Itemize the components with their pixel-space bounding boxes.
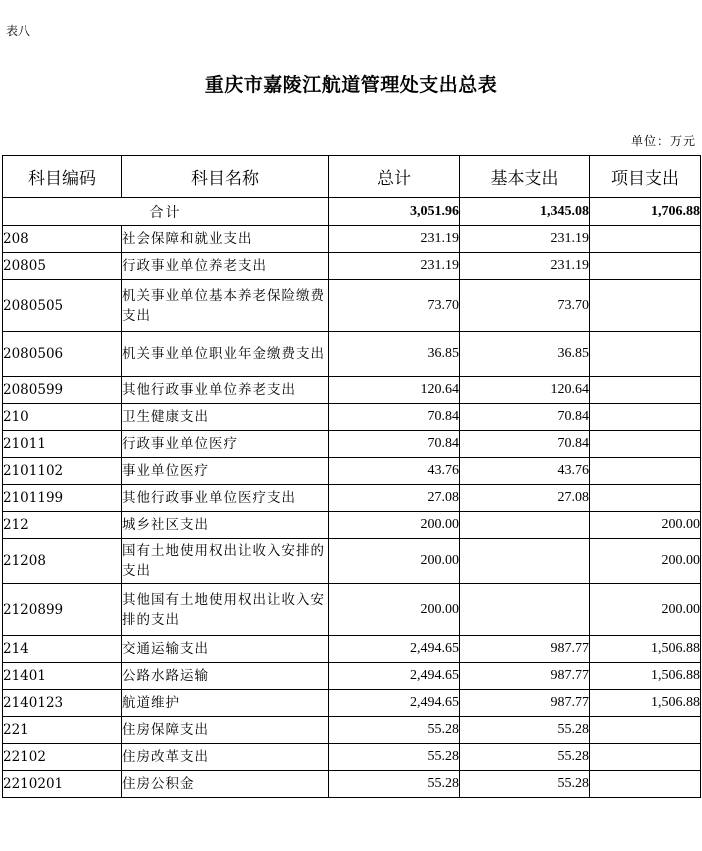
row-name: 住房保障支出 bbox=[122, 717, 329, 744]
row-project bbox=[590, 717, 701, 744]
row-total: 36.85 bbox=[329, 332, 460, 377]
table-row bbox=[3, 663, 701, 690]
row-total: 2,494.65 bbox=[329, 636, 460, 663]
row-code: 212 bbox=[3, 512, 122, 539]
row-name: 其他国有土地使用权出让收入安排的支出 bbox=[122, 584, 329, 636]
row-basic: 55.28 bbox=[460, 771, 590, 798]
row-name: 社会保障和就业支出 bbox=[122, 226, 329, 253]
table-row bbox=[3, 636, 701, 663]
row-total: 120.64 bbox=[329, 377, 460, 404]
row-name: 其他行政事业单位养老支出 bbox=[122, 377, 329, 404]
row-project: 200.00 bbox=[590, 584, 701, 636]
row-code: 214 bbox=[3, 636, 122, 663]
row-basic: 231.19 bbox=[460, 226, 590, 253]
header-total: 总计 bbox=[329, 156, 460, 198]
row-name: 交通运输支出 bbox=[122, 636, 329, 663]
row-code: 221 bbox=[3, 717, 122, 744]
row-name: 事业单位医疗 bbox=[122, 458, 329, 485]
row-project bbox=[590, 332, 701, 377]
row-name: 机关事业单位职业年金缴费支出 bbox=[122, 332, 329, 377]
expenditure-table bbox=[2, 155, 701, 798]
header-row bbox=[3, 156, 701, 198]
table-row bbox=[3, 226, 701, 253]
row-basic bbox=[460, 539, 590, 584]
row-project bbox=[590, 226, 701, 253]
row-code: 21208 bbox=[3, 539, 122, 584]
row-code: 2080599 bbox=[3, 377, 122, 404]
unit-note: 单位：万元 bbox=[630, 134, 696, 148]
row-total: 200.00 bbox=[329, 512, 460, 539]
row-code: 20805 bbox=[3, 253, 122, 280]
row-total: 27.08 bbox=[329, 485, 460, 512]
row-project bbox=[590, 404, 701, 431]
row-project: 200.00 bbox=[590, 512, 701, 539]
row-total: 73.70 bbox=[329, 280, 460, 332]
table-row bbox=[3, 539, 701, 584]
table-number-label: 表八 bbox=[6, 24, 31, 38]
row-total: 70.84 bbox=[329, 431, 460, 458]
row-code: 2080506 bbox=[3, 332, 122, 377]
row-code: 2210201 bbox=[3, 771, 122, 798]
row-name: 公路水路运输 bbox=[122, 663, 329, 690]
table-row bbox=[3, 332, 701, 377]
table-row bbox=[3, 690, 701, 717]
row-code: 21401 bbox=[3, 663, 122, 690]
row-project bbox=[590, 458, 701, 485]
row-project bbox=[590, 253, 701, 280]
row-project: 1,506.88 bbox=[590, 636, 701, 663]
row-total: 55.28 bbox=[329, 744, 460, 771]
header-basic: 基本支出 bbox=[460, 156, 590, 198]
row-basic bbox=[460, 584, 590, 636]
header-code: 科目编码 bbox=[3, 156, 122, 198]
table-row bbox=[3, 584, 701, 636]
row-project bbox=[590, 771, 701, 798]
row-code: 22102 bbox=[3, 744, 122, 771]
row-project: 1,506.88 bbox=[590, 663, 701, 690]
table-row bbox=[3, 717, 701, 744]
page-title: 重庆市嘉陵江航道管理处支出总表 bbox=[204, 74, 498, 96]
row-basic: 27.08 bbox=[460, 485, 590, 512]
row-code: 2120899 bbox=[3, 584, 122, 636]
row-total: 55.28 bbox=[329, 771, 460, 798]
row-basic: 120.64 bbox=[460, 377, 590, 404]
row-total: 70.84 bbox=[329, 404, 460, 431]
row-total: 200.00 bbox=[329, 539, 460, 584]
row-basic: 70.84 bbox=[460, 404, 590, 431]
total-label: 合计 bbox=[3, 198, 329, 226]
row-total: 2,494.65 bbox=[329, 690, 460, 717]
row-code: 2101102 bbox=[3, 458, 122, 485]
row-project bbox=[590, 431, 701, 458]
table-row bbox=[3, 404, 701, 431]
row-project bbox=[590, 280, 701, 332]
header-project: 项目支出 bbox=[590, 156, 701, 198]
total-sum: 3,051.96 bbox=[329, 198, 460, 226]
header-name: 科目名称 bbox=[122, 156, 329, 198]
row-project bbox=[590, 744, 701, 771]
row-project: 1,506.88 bbox=[590, 690, 701, 717]
row-project: 200.00 bbox=[590, 539, 701, 584]
row-basic: 73.70 bbox=[460, 280, 590, 332]
row-code: 2140123 bbox=[3, 690, 122, 717]
row-total: 2,494.65 bbox=[329, 663, 460, 690]
row-total: 231.19 bbox=[329, 226, 460, 253]
total-basic: 1,345.08 bbox=[460, 198, 590, 226]
row-basic: 55.28 bbox=[460, 717, 590, 744]
row-basic: 43.76 bbox=[460, 458, 590, 485]
row-project bbox=[590, 377, 701, 404]
table-row bbox=[3, 377, 701, 404]
row-total: 200.00 bbox=[329, 584, 460, 636]
row-basic: 231.19 bbox=[460, 253, 590, 280]
row-name: 航道维护 bbox=[122, 690, 329, 717]
row-basic: 36.85 bbox=[460, 332, 590, 377]
row-name: 行政事业单位养老支出 bbox=[122, 253, 329, 280]
row-code: 21011 bbox=[3, 431, 122, 458]
row-basic: 70.84 bbox=[460, 431, 590, 458]
row-total: 55.28 bbox=[329, 717, 460, 744]
table-row bbox=[3, 458, 701, 485]
table-row bbox=[3, 512, 701, 539]
row-code: 2080505 bbox=[3, 280, 122, 332]
row-project bbox=[590, 485, 701, 512]
row-name: 行政事业单位医疗 bbox=[122, 431, 329, 458]
table-row bbox=[3, 485, 701, 512]
table-row bbox=[3, 431, 701, 458]
row-basic: 55.28 bbox=[460, 744, 590, 771]
row-name: 卫生健康支出 bbox=[122, 404, 329, 431]
table-row bbox=[3, 280, 701, 332]
total-project: 1,706.88 bbox=[590, 198, 701, 226]
row-name: 国有土地使用权出让收入安排的支出 bbox=[122, 539, 329, 584]
row-code: 208 bbox=[3, 226, 122, 253]
total-row bbox=[3, 198, 701, 226]
row-total: 231.19 bbox=[329, 253, 460, 280]
row-basic: 987.77 bbox=[460, 636, 590, 663]
row-name: 住房改革支出 bbox=[122, 744, 329, 771]
row-name: 机关事业单位基本养老保险缴费支出 bbox=[122, 280, 329, 332]
row-total: 43.76 bbox=[329, 458, 460, 485]
row-basic: 987.77 bbox=[460, 690, 590, 717]
row-name: 城乡社区支出 bbox=[122, 512, 329, 539]
row-basic: 987.77 bbox=[460, 663, 590, 690]
row-name: 住房公积金 bbox=[122, 771, 329, 798]
row-code: 2101199 bbox=[3, 485, 122, 512]
row-code: 210 bbox=[3, 404, 122, 431]
row-basic bbox=[460, 512, 590, 539]
table-row bbox=[3, 744, 701, 771]
table-row bbox=[3, 253, 701, 280]
row-name: 其他行政事业单位医疗支出 bbox=[122, 485, 329, 512]
table-row bbox=[3, 771, 701, 798]
